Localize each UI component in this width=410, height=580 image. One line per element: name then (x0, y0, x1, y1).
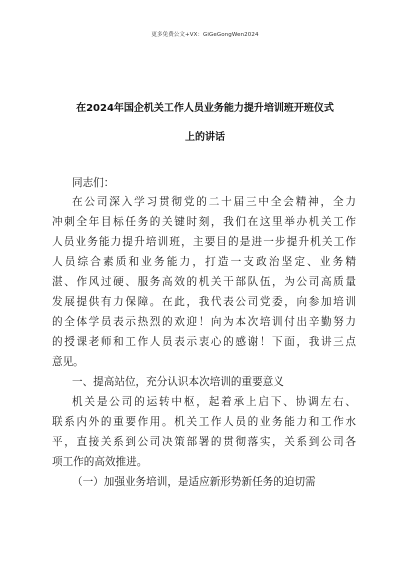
paragraph-line: 意见。 (52, 356, 84, 368)
document-title-line-1: 在2024年国企机关工作人员业务能力提升培训班开班仪式 (76, 103, 334, 114)
paragraph-line: 在公司深入学习贯彻党的二十届三中全会精神，全力 (72, 196, 356, 208)
section-heading: 一、提高站位，充分认识本次培训的重要意义 (72, 376, 284, 388)
paragraph-line: 冲刺全年目标任务的关键时刻，我们在这里举办机关工作 (52, 216, 356, 228)
subsection-heading: （一）加强业务培训，是适应新形势新任务的迫切需 (72, 476, 316, 488)
salutation: 同志们： (72, 177, 115, 189)
paragraph-line: 人员综合素质和业务能力，打造一支政治坚定、业务精 (52, 256, 356, 268)
paragraph-line: 联系内外的重要作用。机关工作人员的业务能力和工作水 (52, 416, 356, 428)
paragraph-line: 机关是公司的运转中枢，起着承上启下、协调左右、 (72, 396, 356, 408)
paragraph-line: 的全体学员表示热烈的欢迎！向为本次培训付出辛勤努力 (52, 316, 356, 328)
header-note: 更多免费公文+VX：GiGeGongWen2024 (151, 32, 259, 38)
paragraph-line: 的授课老师和工作人员表示衷心的感谢！下面，我讲三点 (52, 336, 356, 348)
paragraph-line: 湛、作风过硬、服务高效的机关干部队伍，为公司高质量 (52, 276, 356, 288)
paragraph-line: 平，直接关系到公司决策部署的贯彻落实，关系到公司各 (52, 436, 356, 448)
paragraph-line: 项工作的高效推进。 (52, 456, 148, 468)
paragraph-line: 人员业务能力提升培训班，主要目的是进一步提升机关工作 (52, 236, 356, 248)
document-title-line-2: 上的讲话 (185, 132, 225, 143)
paragraph-line: 发展提供有力保障。在此，我代表公司党委，向参加培训 (52, 296, 356, 308)
